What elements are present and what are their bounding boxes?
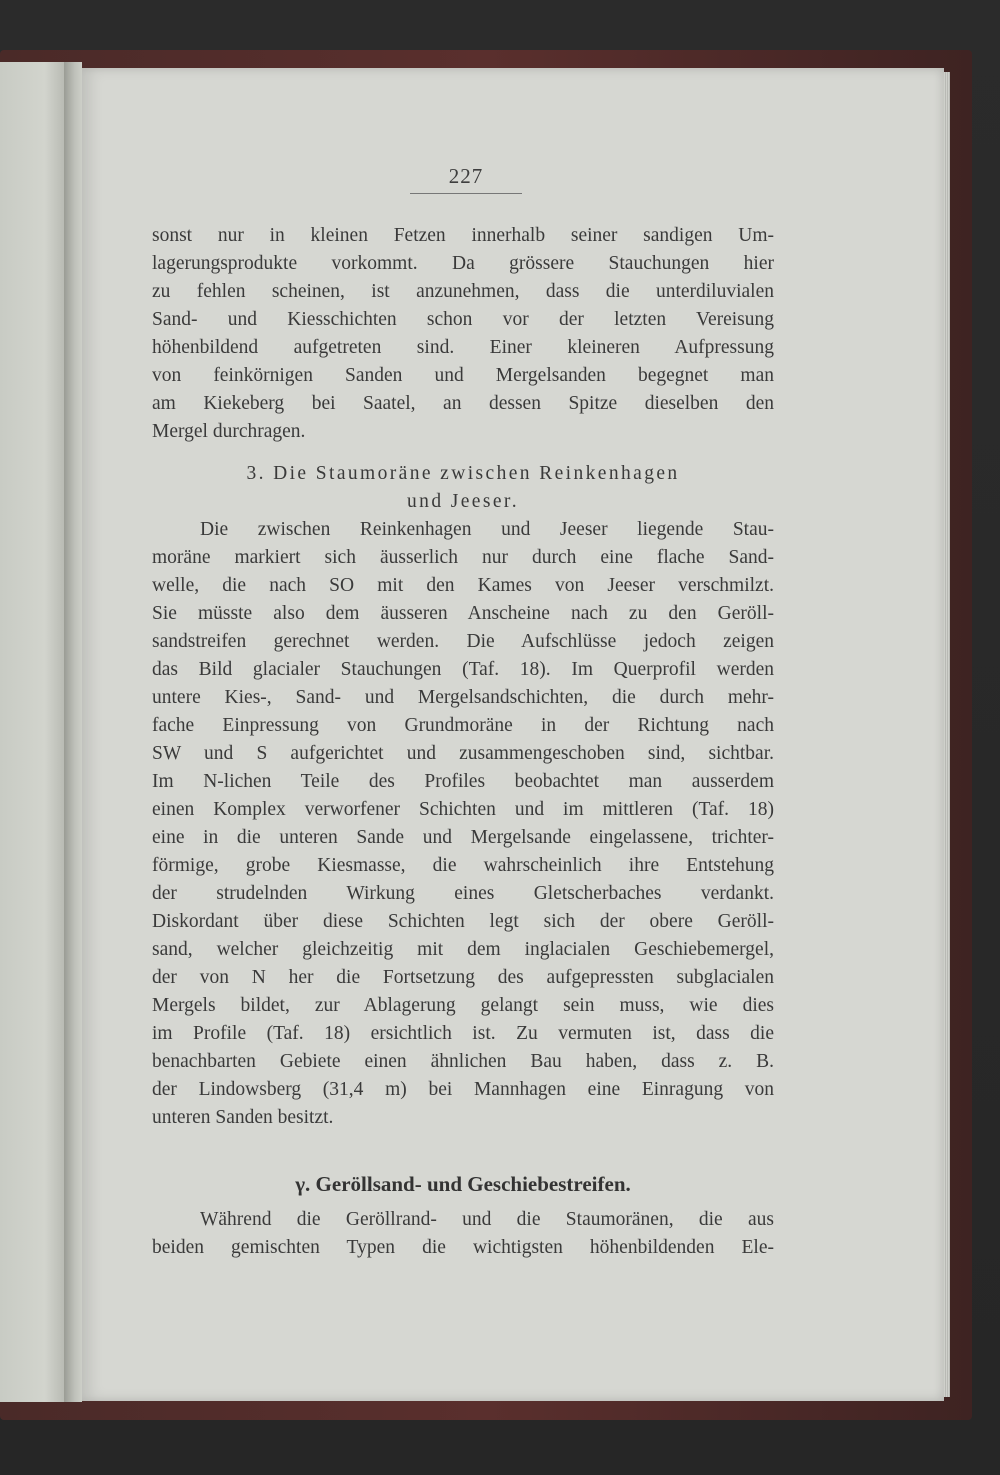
text-line: unteren Sanden besitzt. [152, 1107, 334, 1128]
paragraph-1 [152, 222, 774, 446]
text-line: der von N her die Fortsetzung des aufgepressten subglacialen [152, 967, 774, 988]
section-heading [152, 460, 774, 516]
text-line: am Kiekeberg bei Saatel, an dessen Spitze dieselben den [152, 393, 774, 414]
text-line: von feinkörnigen Sanden und Mergelsanden begegnet man [152, 365, 774, 386]
text-line: Im N-lichen Teile des Profiles beobachtet man ausserdem [152, 771, 774, 792]
text-line: Mergel durchragen. [152, 421, 306, 442]
text-line: Mergels bildet, zur Ablagerung gelangt sein muss, wie dies [152, 995, 774, 1016]
section-heading-line-2: und Jeeser. [407, 491, 519, 512]
subsection-heading: γ. Geröllsand- und Geschiebestreifen. [295, 1172, 631, 1196]
text-line: sonst nur in kleinen Fetzen innerhalb seiner sandigen Um- [152, 225, 774, 246]
left-page-edge [0, 62, 64, 1402]
text-line: höhenbildend aufgetreten sind. Einer kleineren Aufpressung [152, 337, 774, 358]
page-number: 227 [448, 164, 484, 188]
text-line: fache Einpressung von Grundmoräne in der Richtung nach [152, 715, 774, 736]
text-line: der strudelnden Wirkung eines Gletscherbaches verdankt. [152, 883, 774, 904]
text-line: beiden gemischten Typen die wichtigsten höhenbildenden Ele- [152, 1237, 774, 1258]
text-line: einen Komplex verworfener Schichten und im mittleren (Taf. 18) [152, 799, 774, 820]
text-line: untere Kies-, Sand- und Mergelsandschichten, die durch mehr- [152, 687, 774, 708]
text-line: im Profile (Taf. 18) ersichtlich ist. Zu vermuten ist, dass die [152, 1023, 774, 1044]
text-line: Während die Geröllrand- und die Staumoränen, die aus [200, 1209, 774, 1230]
paragraph-2 [152, 516, 774, 1132]
text-line: Die zwischen Reinkenhagen und Jeeser liegende Stau- [200, 519, 774, 540]
text-line: förmige, grobe Kiesmasse, die wahrscheinlich ihre Entstehung [152, 855, 774, 876]
book-gutter [64, 62, 82, 1402]
text-line: sandstreifen gerechnet werden. Die Aufschlüsse jedoch zeigen [152, 631, 774, 652]
text-line: Sie müsste also dem äusseren Anscheine nach zu den Geröll- [152, 603, 774, 624]
text-line: SW und S aufgerichtet und zusammengeschoben sind, sichtbar. [152, 743, 774, 764]
text-line: Diskordant über diese Schichten legt sich der obere Geröll- [152, 911, 774, 932]
text-line: der Lindowsberg (31,4 m) bei Mannhagen eine Einragung von [152, 1079, 774, 1100]
text-line: das Bild glacialer Stauchungen (Taf. 18). Im Querprofil werden [152, 659, 774, 680]
text-line: sand, welcher gleichzeitig mit dem inglacialen Geschiebemergel, [152, 939, 774, 960]
paragraph-3 [152, 1206, 774, 1262]
text-line: eine in die unteren Sande und Mergelsande eingelassene, trichter- [152, 827, 774, 848]
text-line: benachbarten Gebiete einen ähnlichen Bau haben, dass z. B. [152, 1051, 774, 1072]
page-stack-edge [944, 72, 950, 1397]
text-line: lagerungsprodukte vorkommt. Da grössere Stauchungen hier [152, 253, 774, 274]
text-line: moräne markiert sich äusserlich nur durch eine flache Sand- [152, 547, 774, 568]
page-number-rule [410, 193, 522, 194]
section-heading-line-1: 3. Die Staumoräne zwischen Reinkenhagen [246, 463, 680, 484]
text-line: welle, die nach SO mit den Kames von Jeeser verschmilzt. [152, 575, 774, 596]
text-line: Sand- und Kiesschichten schon vor der letzten Vereisung [152, 309, 774, 330]
text-line: zu fehlen scheinen, ist anzunehmen, dass die unterdiluvialen [152, 281, 774, 302]
